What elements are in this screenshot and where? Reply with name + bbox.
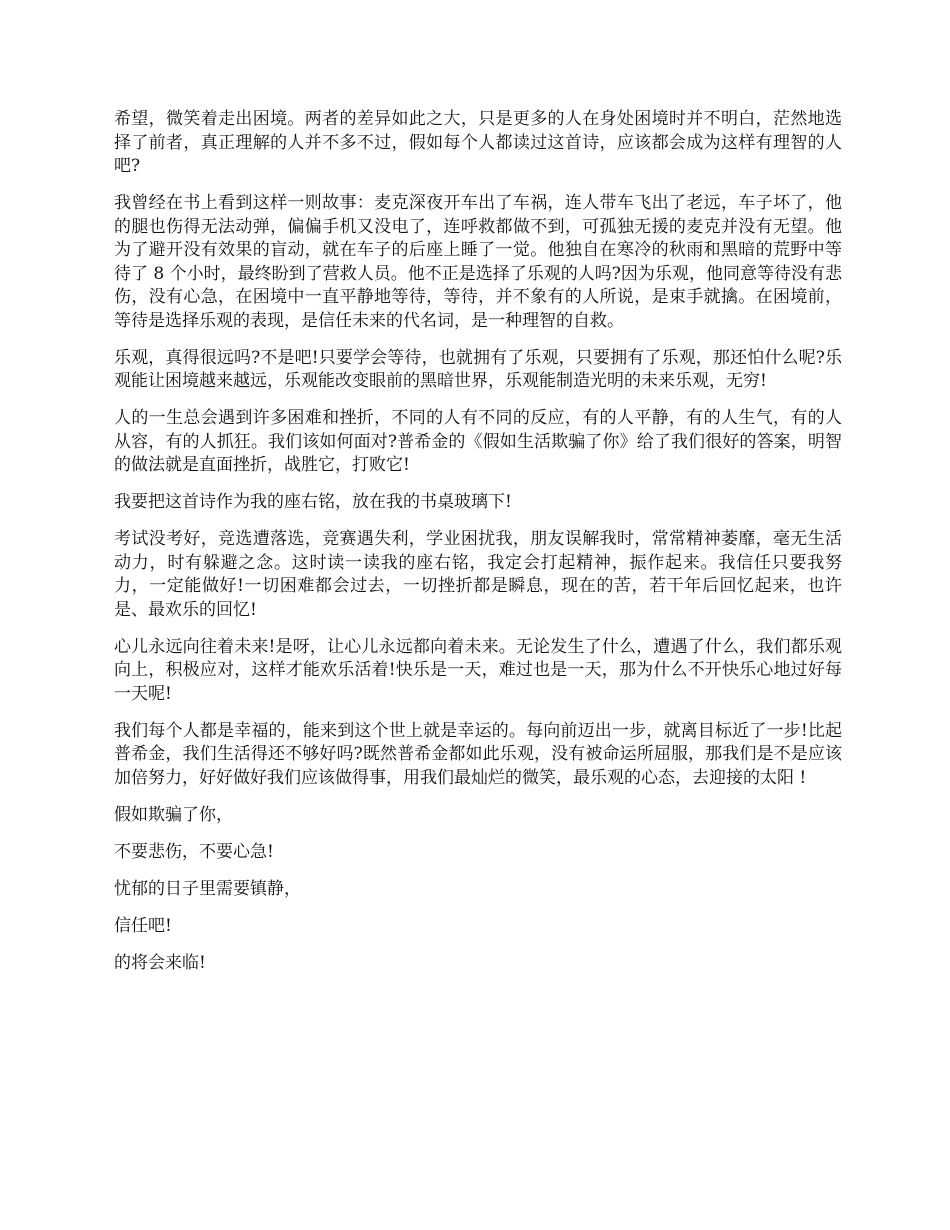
poem-line: 不要悲伤，不要心急! xyxy=(114,841,274,862)
paragraph: 心儿永远向往着未来!是呀，让心儿永远都向着未来。无论发生了什么，遭遇了什么，我们都乐观向上，积极应对，这样才能欢乐活着!快乐是一天，难过也是一天，那为什么不开快乐心地过好每一天呢! xyxy=(114,636,842,704)
paragraph: 希望，微笑着走出困境。两者的差异如此之大，只是更多的人在身处困境时并不明白，茫然地选择了前者，真正理解的人并不多不过，假如每个人都读过这首诗，应该都会成为这样有理智的人吧? xyxy=(114,109,842,176)
poem-line: 假如欺骗了你， xyxy=(114,804,233,825)
poem-line: 信任吧! xyxy=(114,915,172,936)
paragraph: 我曾经在书上看到这样一则故事：麦克深夜开车出了车祸，连人带车飞出了老远，车子坏了，他的腿也伤得无法动弹，偏偏手机又没电了，连呼救都做不到，可孤独无援的麦克并没有无望。他为了避开没有效果的盲动，就在车子的后座上睡了一觉。他独自在寒冷的秋雨和黑暗的荒野中等待了 8 个小时，最终盼到了营救人员。他不正是选择了乐观的人吗?因为乐观，他同意等待没有悲伤，没有心急，在困境中一直平静地等待，等待，并不象有的人所说，是束手就擒。在困境前，等待是选择乐观的表现，是信任未来的代名词，是一种理智的自救。 xyxy=(114,193,842,331)
paragraph: 我们每个人都是幸福的，能来到这个世上就是幸运的。每向前迈出一步，就离目标近了一步!比起普希金，我们生活得还不够好吗?既然普希金都如此乐观，没有被命运所屈服，那我们是不是应该加倍努力，好好做好我们应该做得事，用我们最灿烂的微笑，最乐观的心态，去迎接的太阳 ! xyxy=(114,720,842,788)
paragraph: 考试没考好，竞选遭落选，竞赛遇失利，学业困扰我，朋友误解我时，常常精神萎靡，毫无生活动力，时有躲避之念。这时读一读我的座右铭，我定会打起精神，振作起来。我信任只要我努力，一定能做好!一切困难都会过去，一切挫折都是瞬息，现在的苦，若干年后回忆起来，也许是、最欢乐的回忆! xyxy=(114,529,842,620)
paragraph: 乐观，真得很远吗?不是吧!只要学会等待，也就拥有了乐观，只要拥有了乐观，那还怕什么呢?乐观能让困境越来越远，乐观能改变眼前的黑暗世界，乐观能制造光明的未来乐观，无穷! xyxy=(114,347,842,391)
document-body xyxy=(114,108,842,989)
paragraph: 人的一生总会遇到许多困难和挫折，不同的人有不同的反应，有的人平静，有的人生气，有的人从容，有的人抓狂。我们该如何面对?普希金的《假如生活欺骗了你》给了我们很好的答案，明智的做法就是直面挫折，战胜它，打败它! xyxy=(114,408,842,475)
poem-line: 的将会来临! xyxy=(114,952,206,973)
paragraph: 我要把这首诗作为我的座右铭，放在我的书桌玻璃下! xyxy=(114,492,512,512)
poem-line: 忧郁的日子里需要镇静， xyxy=(114,878,301,899)
